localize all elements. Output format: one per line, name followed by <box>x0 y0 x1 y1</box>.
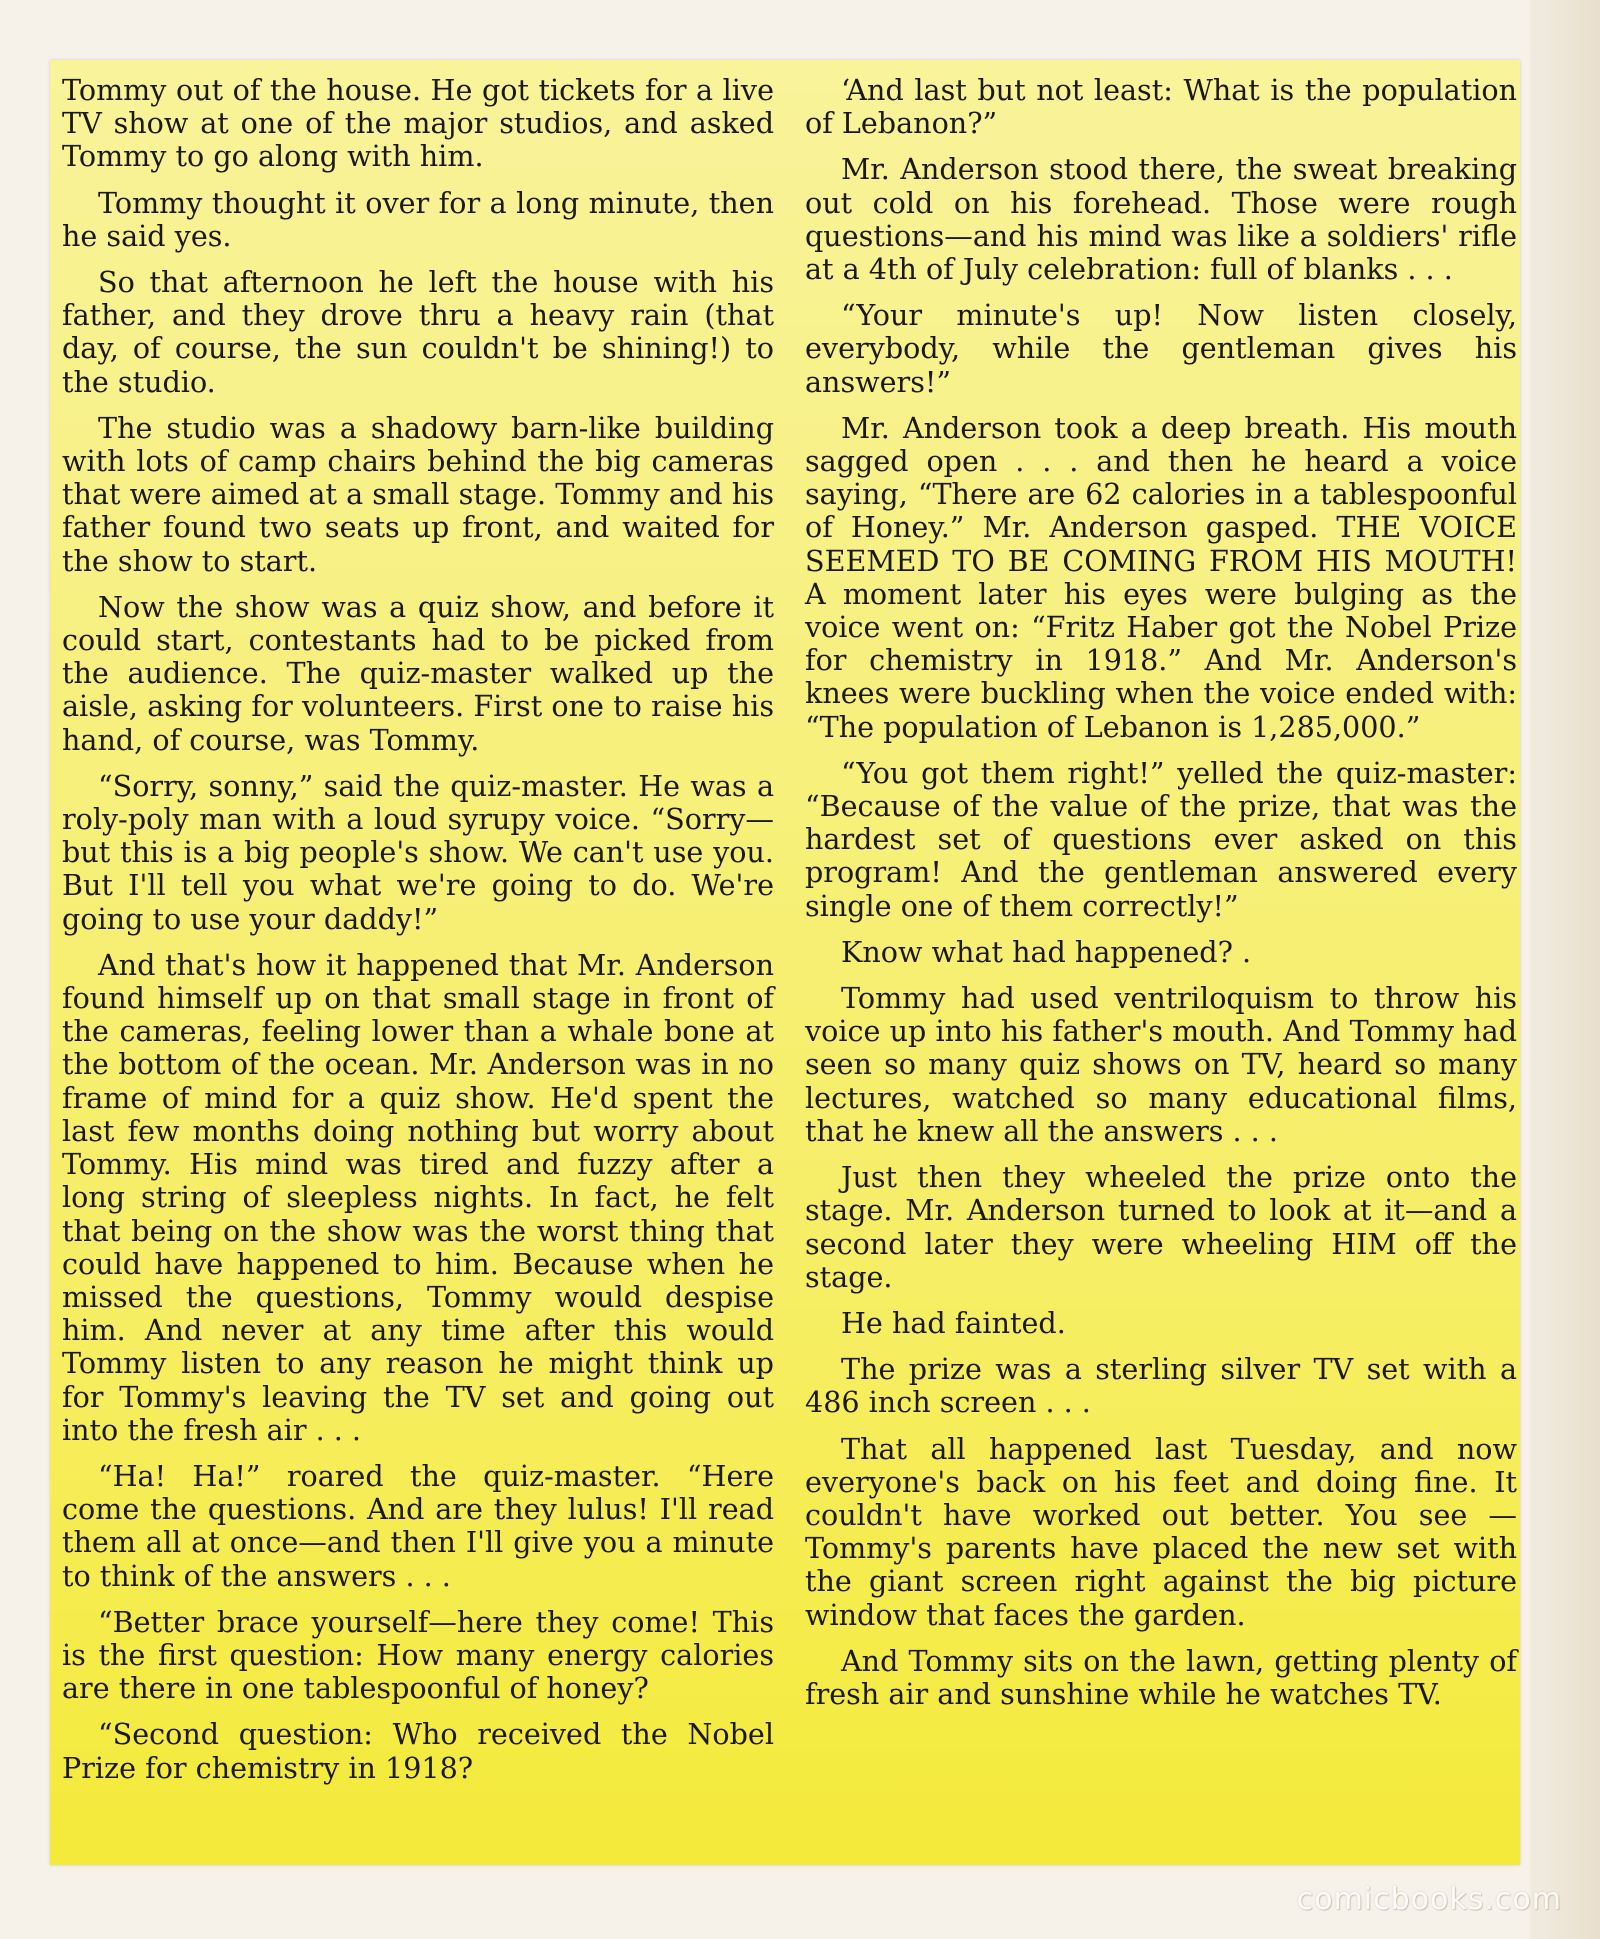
paragraph: The prize was a sterling silver TV set with a 486 inch screen . . . <box>805 1352 1517 1420</box>
paragraph: Tommy had used ventriloquism to throw his voice up into his father's mouth. And Tommy had seen so many quiz shows on TV, heard so many lectures, watched so many educational films, that he knew all the answers . . . <box>805 981 1517 1148</box>
paragraph: Now the show was a quiz show, and before it could start, contestants had to be picked from the audience. The quiz-master walked up the aisle, asking for volunteers. First one to raise his hand, of course, was Tommy. <box>62 589 774 757</box>
paragraph: Mr. Anderson stood there, the sweat breaking out cold on his forehead. Those were rough questions—and his mind was like a soldiers' rifle at a 4th of July celebration: full of blanks . . . <box>805 152 1517 287</box>
text-panel <box>50 60 1520 1865</box>
paragraph: “Your minute's up! Now listen closely, everybody, while the gentleman gives his answers!” <box>805 298 1517 399</box>
watermark: comicbooks.com <box>1296 1882 1562 1917</box>
paragraph: ‘And last but not least: What is the population of Lebanon?” <box>805 73 1517 141</box>
paragraph: And that's how it happened that Mr. Anderson found himself up on that small stage in front of the cameras, feeling lower than a whale bone at the bottom of the ocean. Mr. Anderson was in no frame of mind for a quiz show. He'd spent the last few months doing nothing but worry about Tommy. His mind was tired and fuzzy after a long string of sleepless nights. In fact, he felt that being on the show was the worst thing that could have happened to him. Because when he missed the questions, Tommy would despise him. And never at any time after this would Tommy listen to any reason he might think up for Tommy's leaving the TV set and going out into the fresh air . . . <box>62 947 774 1447</box>
paragraph: “Ha! Ha!” roared the quiz-master. “Here come the questions. And are they lulus! I'll read them all at once—and then I'll give you a minute to think of the answers . . . <box>62 1458 774 1593</box>
paragraph: That all happened last Tuesday, and now everyone's back on his feet and doing fine. It couldn't have worked out better. You see —Tommy's parents have placed the new set with the giant screen right against the big picture window that faces the garden. <box>805 1431 1517 1632</box>
paragraph: He had fainted. <box>841 1305 1066 1340</box>
paragraph: The studio was a shadowy barn-like building with lots of camp chairs behind the big cameras that were aimed at a small stage. Tommy and his father found two seats up front, and waited for the show to start. <box>62 410 774 578</box>
page-edge <box>1530 0 1600 1939</box>
paragraph: “Better brace yourself—here they come! This is the first question: How many energy calories are there in one tablespoonful of honey? <box>62 1604 774 1706</box>
paragraph: So that afternoon he left the house with his father, and they drove thru a heavy rain (that day, of course, the sun couldn't be shining!) to the studio. <box>62 265 774 399</box>
right-column <box>805 74 1517 1711</box>
paragraph: “Second question: Who received the Nobel Prize for chemistry in 1918? <box>62 1717 774 1785</box>
paragraph: Know what had happened? . <box>841 934 1252 969</box>
left-column <box>62 74 774 1785</box>
paragraph: “You got them right!” yelled the quiz-master: “Because of the value of the prize, that was the hardest set of questions ever asked on this program! And the gentleman answered every single one of them correctly!” <box>805 755 1517 923</box>
paragraph: Mr. Anderson took a deep breath. His mouth sagged open . . . and then he heard a voice saying, “There are 62 calories in a tablespoonful of Honey.” Mr. Anderson gasped. THE VOICE SEEMED TO BE COMING FROM HIS MOUTH! A moment later his eyes were bulging as the voice went on: “Fritz Haber got the Nobel Prize for chemistry in 1918.” And Mr. Anderson's knees were buckling when the voice ended with: “The population of Lebanon is 1,285,000.” <box>805 410 1517 744</box>
paragraph: “Sorry, sonny,” said the quiz-master. He was a roly-poly man with a loud syrupy voice. “Sorry—but this is a big people's show. We can't use you. But I'll tell you what we're going to do. We're going to use your daddy!” <box>62 768 774 936</box>
paragraph: Just then they wheeled the prize onto the stage. Mr. Anderson turned to look at it—and a second later they were wheeling HIM off the stage. <box>805 1160 1517 1294</box>
paragraph: And Tommy sits on the lawn, getting plenty of fresh air and sunshine while he watches TV. <box>805 1643 1517 1711</box>
paragraph: Tommy out of the house. He got tickets for a live TV show at one of the major studios, and asked Tommy to go along with him. <box>62 73 774 174</box>
paragraph: Tommy thought it over for a long minute, then he said yes. <box>62 185 774 253</box>
